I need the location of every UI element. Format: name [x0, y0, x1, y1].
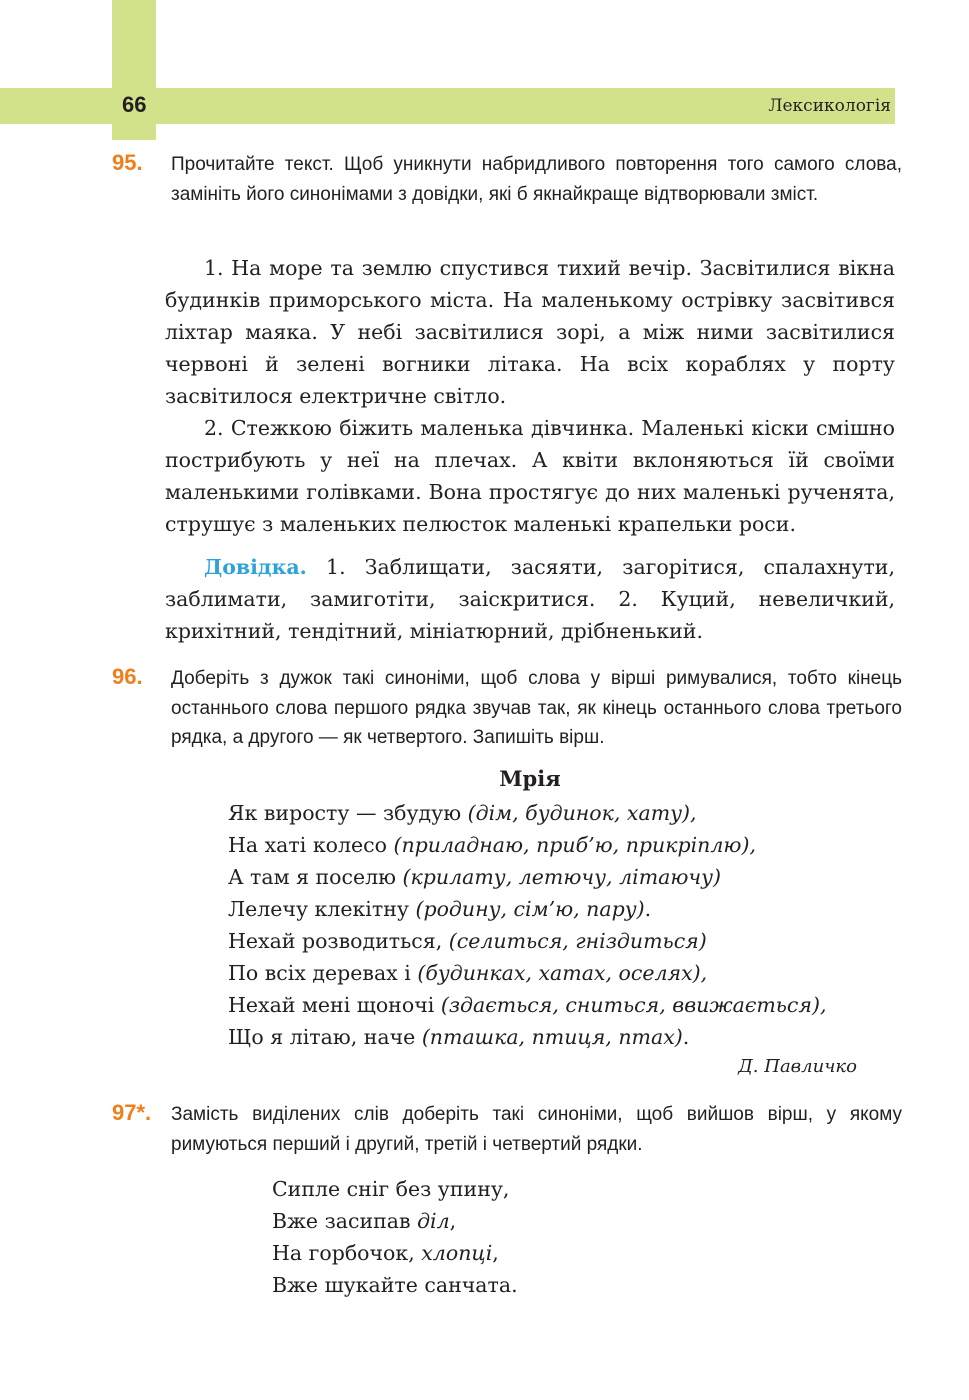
exercise-96-task	[112, 664, 902, 753]
poem-line: А там я поселю (крилату, летючу, літаючу)	[228, 865, 722, 889]
poem-line: На горбочок, хлопці,	[272, 1241, 499, 1265]
poem-line: Що я літаю, наче (пташка, птиця, птах).	[228, 1025, 690, 1049]
exercise-95-task	[112, 150, 902, 209]
section-title: Лексикологія	[768, 96, 891, 116]
poem-2	[272, 1173, 518, 1301]
poem-line: Як виросту — збудую (дім, будинок, хату),	[228, 801, 697, 825]
exercise-97-task	[112, 1100, 902, 1159]
poem-line: Лелечу клекітну (родину, сім’ю, пару).	[228, 897, 652, 921]
poem-line: На хаті колесо (приладнаю, приб’ю, прикріплю),	[228, 833, 756, 857]
poem-title: Мрія	[499, 766, 561, 791]
poem-line: Сипле сніг без упину,	[272, 1177, 510, 1201]
reference-text: 1. Заблищати, засяяти, загорітися, спалахнути, заблимати, замиготіти, заіскритися. 2. Куций, невеличкий, крихітний, тендітний, мініатюрний, дрібненький.	[165, 555, 895, 643]
exercise-number: 95.	[112, 150, 143, 175]
poem-line: Нехай розводиться, (селиться, гніздиться)	[228, 929, 707, 953]
exercise-instruction: Прочитайте текст. Щоб уникнути набридливого повторення того самого слова, замініть його синонімами з довідки, які б якнайкраще відтворювали зміст.	[171, 154, 902, 205]
reference-paragraph	[165, 551, 895, 647]
poem-author: Д. Павличко	[738, 1056, 857, 1077]
poem	[228, 797, 827, 1053]
page-number: 66	[122, 92, 147, 117]
exercise-number: 97*.	[112, 1100, 152, 1125]
poem-line: Нехай мені щоночі (здається, сниться, ввижається),	[228, 993, 827, 1017]
poem-line: Вже засипав діл,	[272, 1209, 457, 1233]
poem-line: По всіх деревах і (будинках, хатах, оселях),	[228, 961, 708, 985]
text-paragraph-1: 1. На море та землю спустився тихий вечір. Засвітилися вікна будинків приморського міста. На маленькому острівку засвітився ліхтар маяка. У небі засвітилися зорі, а між ними засвітилися червоні й зелені вогники літака. На всіх кораблях у порту засвітилося електричне світло.	[165, 256, 895, 408]
poem-line: Вже шукайте санчата.	[272, 1273, 518, 1297]
text-paragraph-2: 2. Стежкою біжить маленька дівчинка. Маленькі кіски смішно пострибують у неї на плечах. А квіти вклоняються їй своїми маленькими голівками. Вона простягує до них маленькі рученята, струшує з маленьких пелюсток маленькі крапельки роси.	[165, 416, 895, 536]
reference-title: Довідка.	[204, 555, 307, 579]
exercise-number: 96.	[112, 664, 143, 689]
exercise-instruction: Доберіть з дужок такі синоніми, щоб слова у вірші римувалися, тобто кінець останнього слова першого рядка звучав так, як кінець останнього слова третього рядка, а другого — як четвертого. Запишіть вірш.	[171, 668, 902, 748]
exercise-instruction: Замість виділених слів доберіть такі синоніми, щоб вийшов вірш, у якому римуються перший і другий, третій і четвертий рядки.	[171, 1104, 902, 1155]
